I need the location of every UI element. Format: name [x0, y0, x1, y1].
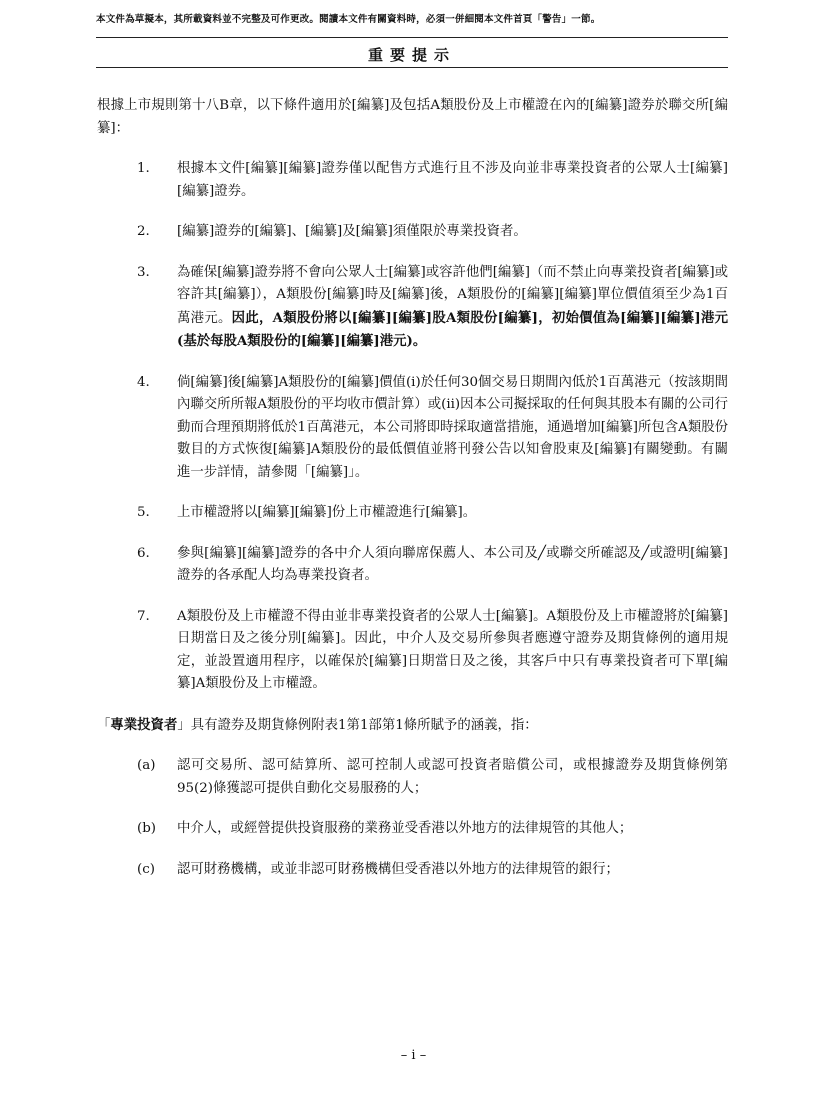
definition-open-quote: 「: [97, 717, 111, 733]
list-item-5: [137, 502, 728, 525]
intro-paragraph: 根據上市規則第十八B章，以下條件適用於[編纂]及包括A類股份及上市權證在內的[編纂]證券於聯交所[編纂]：: [97, 98, 728, 136]
sub-item-text: 認可交易所、認可結算所、認可控制人或認可投資者賠償公司，或根據證券及期貨條例第95(2)條獲認可提供自動化交易服務的人；: [177, 758, 728, 796]
sub-item-label: (a): [137, 758, 156, 773]
definition-term: 專業投資者: [110, 716, 178, 733]
sub-item-text: 中介人，或經營提供投資服務的業務並受香港以外地方的法律規管的其他人；: [177, 821, 633, 836]
document-body: [97, 95, 728, 899]
item-text: 倘[編纂]後[編纂]A類股份的[編纂]價值(i)於任何30個交易日期間內低於1百萬港元（按該期間內聯交所所報A類股份的平均收市價計算）或(ii)因本公司擬採取的任何與其股本有關的公司行動而合理預期將低於1百萬港元，本公司將即時採取適當措施，通過增加[編纂]所包含A類股份數目的方式恢復[編纂]A類股份的最低價值並將刊發公告以知會股東及[編纂]有關變動。有關進一步詳情，請參閱「[編纂]」。: [177, 374, 728, 480]
section-title: 重要提示: [367, 46, 456, 64]
sub-item-label: (b): [137, 821, 157, 836]
item-number: 4.: [137, 374, 150, 390]
list-item-6: [137, 543, 728, 588]
item-text: [編纂]證券的[編纂]、[編纂]及[編纂]須僅限於專業投資者。: [177, 224, 527, 239]
sub-item-a: [137, 755, 728, 800]
item-bold-text: 因此，A類股份將以[編纂][編纂]股A類股份[編纂]，初始價值為[編纂][編纂]港元(基於每股A類股份的[編纂][編纂]港元)。: [177, 309, 728, 349]
item-number: 6.: [137, 545, 150, 561]
definition-paragraph: [97, 714, 728, 738]
item-number: 1.: [137, 161, 150, 176]
item-number: 3.: [137, 264, 150, 280]
sub-item-label: (c): [137, 861, 155, 877]
list-item-2: [137, 221, 728, 244]
item-number: 2.: [137, 224, 150, 239]
item-text: 根據本文件[編纂][編纂]證券僅以配售方式進行且不涉及向並非專業投資者的公眾人士[編纂][編纂]證券。: [177, 161, 728, 199]
list-item-7: [137, 606, 728, 696]
title-rule-top: [96, 37, 728, 38]
item-text: A類股份及上市權證不得由並非專業投資者的公眾人士[編纂]。A類股份及上市權證將於[編纂]日期當日及之後分別[編纂]。因此，中介人及交易所參與者應遵守證券及期貨條例的適用規定，並設置適用程序，以確保於[編纂]日期當日及之後，其客戶中只有專業投資者可下單[編纂]A類股份及上市權證。: [177, 608, 728, 691]
list-item-4: [137, 372, 728, 485]
list-item-3: [137, 262, 728, 354]
sub-item-text: 認可財務機構，或並非認可財務機構但受香港以外地方的法律規管的銀行；: [177, 861, 619, 877]
title-rule-bottom: [96, 67, 728, 68]
sub-item-c: [137, 859, 728, 882]
definition-rest: 」具有證券及期貨條例附表1第1部第1條所賦予的涵義，指：: [177, 717, 538, 733]
draft-warning-note: 本文件為草擬本，其所載資料並不完整及可作更改。閱讀本文件有關資料時，必須一併細閱本文件首頁「警告」一節。: [96, 14, 601, 25]
list-item-1: [137, 158, 728, 203]
item-text: 為確保[編纂]證券將不會向公眾人士[編纂]或容許他們[編纂]（而不禁止向專業投資者[編纂]或容許其[編纂]），A類股份[編纂]時及[編纂]後，A類股份的[編纂][編纂]單位價值須至少為1百萬港元。: [177, 264, 728, 326]
item-number: 5.: [137, 505, 150, 520]
sub-item-b: [137, 818, 728, 841]
page-number: – i –: [400, 1048, 427, 1063]
item-text: 參與[編纂][編纂]證券的各中介人須向聯席保薦人、本公司及╱或聯交所確認及╱或證明[編纂]證券的各承配人均為專業投資者。: [177, 545, 728, 583]
item-text: 上市權證將以[編纂][編纂]份上市權證進行[編纂]。: [177, 505, 477, 520]
item-number: 7.: [137, 608, 150, 624]
